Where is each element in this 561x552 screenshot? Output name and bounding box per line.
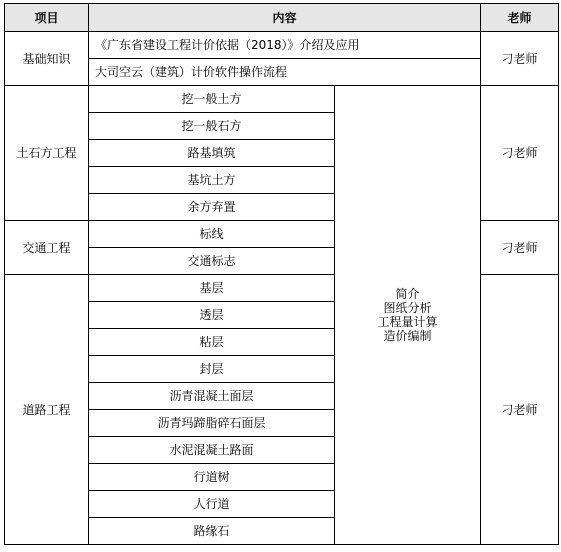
content-item: 粘层 [89, 329, 335, 356]
content-item: 交通标志 [89, 248, 335, 275]
content-item: 余方弃置 [89, 194, 335, 221]
section-title-earthwork: 土石方工程 [5, 86, 89, 221]
basic-item: 大司空云（建筑）计价软件操作流程 [89, 59, 481, 86]
header-project: 项目 [5, 4, 89, 32]
content-item: 封层 [89, 356, 335, 383]
content-item: 人行道 [89, 491, 335, 518]
header-row [5, 4, 559, 32]
content-item: 行道树 [89, 464, 335, 491]
table-row [5, 32, 559, 59]
section-title-road: 道路工程 [5, 275, 89, 545]
header-content: 内容 [89, 4, 481, 32]
content-item: 透层 [89, 302, 335, 329]
section-title-basic: 基础知识 [5, 32, 89, 86]
header-teacher: 老师 [481, 4, 559, 32]
teacher-traffic: 刁老师 [481, 221, 559, 275]
teacher-road: 刁老师 [481, 275, 559, 545]
content-item: 路缘石 [89, 518, 335, 545]
content-item: 沥青混凝土面层 [89, 383, 335, 410]
table-row [5, 59, 559, 86]
basic-item: 《广东省建设工程计价依据（2018）》介绍及应用 [89, 32, 481, 59]
content-item: 挖一般石方 [89, 113, 335, 140]
content-item: 挖一般土方 [89, 86, 335, 113]
course-table [4, 3, 559, 545]
content-item: 水泥混凝土路面 [89, 437, 335, 464]
content-item: 沥青玛蹄脂碎石面层 [89, 410, 335, 437]
content-item: 基层 [89, 275, 335, 302]
content-note: 简介 图纸分析 工程量计算 造价编制 [335, 86, 481, 545]
teacher-earthwork: 刁老师 [481, 86, 559, 221]
content-item: 标线 [89, 221, 335, 248]
content-item: 路基填筑 [89, 140, 335, 167]
table-row [5, 86, 559, 113]
teacher-basic: 刁老师 [481, 32, 559, 86]
section-title-traffic: 交通工程 [5, 221, 89, 275]
content-item: 基坑土方 [89, 167, 335, 194]
